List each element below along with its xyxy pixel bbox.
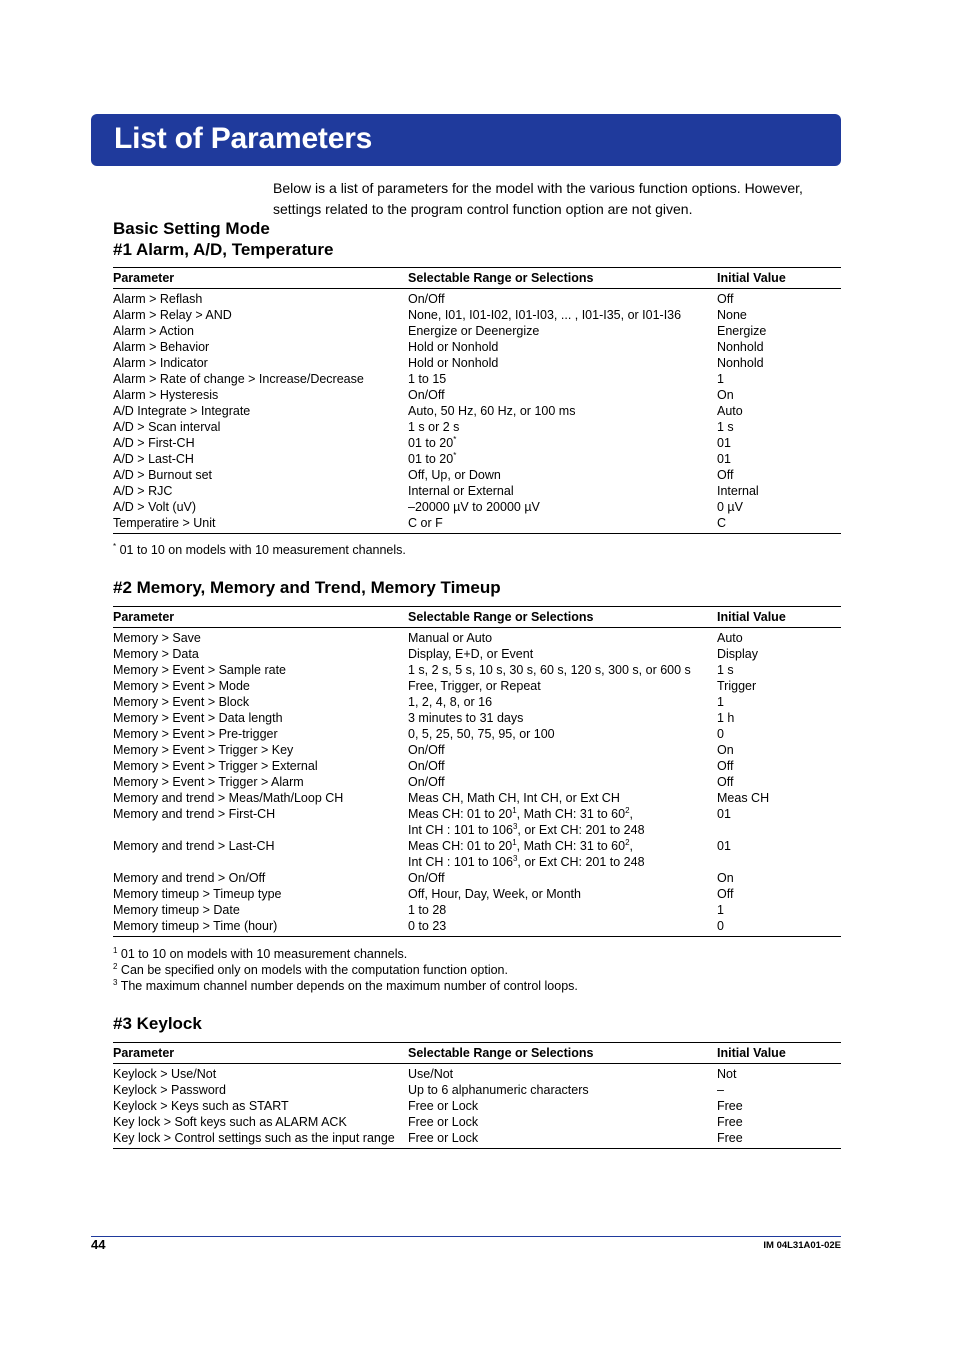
cell-range: None, I01, I01-I02, I01-I03, ... , I01-I35, or I01-I36	[408, 308, 682, 322]
cell-parameter: Keylock > Password	[113, 1083, 226, 1097]
cell-parameter: Memory > Event > Pre-trigger	[113, 727, 278, 741]
col-initial: Initial Value	[717, 268, 841, 289]
cell-parameter: A/D Integrate > Integrate	[113, 404, 251, 418]
table-row	[113, 646, 841, 662]
table-row	[113, 1098, 841, 1114]
section-1-heading: #1 Alarm, A/D, Temperature	[113, 240, 334, 259]
table-row	[113, 774, 841, 790]
cell-initial: Nonhold	[717, 356, 764, 370]
cell-range: Energize or Deenergize	[408, 324, 540, 338]
cell-parameter: Memory and trend > On/Off	[113, 871, 266, 885]
table-row	[113, 870, 841, 886]
cell-initial: Auto	[717, 404, 743, 418]
cell-parameter: A/D > Scan interval	[113, 420, 221, 434]
col-initial: Initial Value	[717, 607, 841, 628]
cell-parameter: Memory and trend > Meas/Math/Loop CH	[113, 791, 344, 805]
table-keylock	[113, 1042, 841, 1149]
cell-parameter: Alarm > Action	[113, 324, 194, 338]
notes-section-2	[113, 946, 578, 994]
cell-initial: Off	[717, 775, 734, 789]
table-row	[113, 371, 841, 387]
table-row	[113, 289, 841, 308]
section-3-heading: #3 Keylock	[113, 1014, 202, 1033]
cell-range: Meas CH, Math CH, Int CH, or Ext CH	[408, 791, 620, 805]
cell-range: Free or Lock	[408, 1131, 479, 1145]
cell-initial: Free	[717, 1099, 743, 1113]
cell-initial: Not	[717, 1067, 737, 1081]
footer-rule	[91, 1236, 841, 1237]
cell-range: Auto, 50 Hz, 60 Hz, or 100 ms	[408, 404, 576, 418]
table-row	[113, 710, 841, 726]
table-row	[113, 838, 841, 870]
table-memory	[113, 606, 841, 937]
table-row	[113, 483, 841, 499]
table-row	[113, 1064, 841, 1083]
table-row	[113, 1130, 841, 1149]
cell-initial: On	[717, 743, 734, 757]
col-parameter: Parameter	[113, 1043, 408, 1064]
cell-initial: –	[717, 1083, 724, 1097]
table-row	[113, 403, 841, 419]
table-row	[113, 726, 841, 742]
cell-initial: 1	[717, 695, 724, 709]
table-alarm-ad-temperature	[113, 267, 841, 534]
notes-section-1	[113, 542, 406, 558]
table-row	[113, 1114, 841, 1130]
cell-initial: Energize	[717, 324, 767, 338]
cell-parameter: Memory and trend > First-CH	[113, 807, 276, 821]
cell-initial: 0	[717, 919, 724, 933]
cell-range: Free or Lock	[408, 1099, 479, 1113]
cell-initial: On	[717, 388, 734, 402]
table-row	[113, 307, 841, 323]
cell-range: 01 to 20*	[408, 434, 457, 450]
table-row	[113, 886, 841, 902]
col-parameter: Parameter	[113, 268, 408, 289]
cell-parameter: Memory > Event > Data length	[113, 711, 283, 725]
cell-parameter: Alarm > Reflash	[113, 292, 203, 306]
cell-initial: Internal	[717, 484, 759, 498]
col-initial: Initial Value	[717, 1043, 841, 1064]
table-row	[113, 451, 841, 467]
table-row	[113, 790, 841, 806]
table-row	[113, 515, 841, 534]
cell-initial: Off	[717, 468, 734, 482]
table-row	[113, 467, 841, 483]
table-row	[113, 628, 841, 647]
cell-range: 1 to 15	[408, 372, 447, 386]
cell-initial: 1 s	[717, 663, 734, 677]
cell-range: 1 s, 2 s, 5 s, 10 s, 30 s, 60 s, 120 s, 300 s, or 600 s	[408, 663, 691, 677]
cell-parameter: Memory timeup > Timeup type	[113, 887, 282, 901]
cell-range: 1, 2, 4, 8, or 16	[408, 695, 493, 709]
cell-range: Manual or Auto	[408, 631, 493, 645]
footnote: $^3$ The maximum channel number depends on the maximum number of control loops.	[113, 977, 578, 993]
cell-range: Hold or Nonhold	[408, 340, 499, 354]
table-row	[113, 435, 841, 451]
cell-parameter: A/D > Burnout set	[113, 468, 213, 482]
cell-parameter: Memory timeup > Time (hour)	[113, 919, 278, 933]
cell-range: Off, Hour, Day, Week, or Month	[408, 887, 581, 901]
cell-range: 3 minutes to 31 days	[408, 711, 524, 725]
table-row	[113, 339, 841, 355]
title-banner	[91, 114, 841, 166]
cell-parameter: Memory > Data	[113, 647, 199, 661]
cell-initial: C	[717, 516, 727, 530]
table-row	[113, 678, 841, 694]
cell-initial: 0 µV	[717, 500, 743, 514]
cell-range: On/Off	[408, 871, 445, 885]
table-row	[113, 323, 841, 339]
cell-initial: 01	[717, 436, 731, 450]
cell-range: 0 to 23	[408, 919, 447, 933]
cell-initial: 01	[717, 452, 731, 466]
table-row	[113, 1082, 841, 1098]
cell-initial: 01	[717, 839, 731, 853]
page-title: List of Parameters	[114, 122, 373, 155]
cell-parameter: Alarm > Hysteresis	[113, 388, 219, 402]
cell-range: Off, Up, or Down	[408, 468, 501, 482]
cell-parameter: Keylock > Use/Not	[113, 1067, 217, 1081]
cell-parameter: Memory > Save	[113, 631, 201, 645]
col-range: Selectable Range or Selections	[408, 268, 717, 289]
footnote: $^2$ Can be specified only on models with the computation function option.	[113, 961, 508, 977]
cell-initial: Auto	[717, 631, 743, 645]
cell-parameter: Alarm > Behavior	[113, 340, 210, 354]
cell-parameter: Key lock > Soft keys such as ALARM ACK	[113, 1115, 347, 1129]
cell-range: Meas CH: 01 to $20^1$, Math CH: 31 to $60^2$, Int CH : 101 to $106^3$, or Ext CH: 201 to 248	[408, 805, 645, 837]
cell-parameter: Memory > Event > Trigger > Key	[113, 743, 294, 757]
cell-range: Display, E+D, or Event	[408, 647, 534, 661]
table-row	[113, 662, 841, 678]
cell-initial: 0	[717, 727, 724, 741]
cell-initial: Meas CH	[717, 791, 770, 805]
cell-parameter: A/D > First-CH	[113, 436, 195, 450]
cell-range: Internal or External	[408, 484, 514, 498]
cell-parameter: Temperatire > Unit	[113, 516, 216, 530]
table-row	[113, 902, 841, 918]
table-row	[113, 918, 841, 937]
cell-initial: 1	[717, 903, 724, 917]
cell-range: Use/Not	[408, 1067, 454, 1081]
cell-range: 01 to 20*	[408, 450, 457, 466]
cell-range: Meas CH: 01 to $20^1$, Math CH: 31 to $60^2$, Int CH : 101 to $106^3$, or Ext CH: 201 to 248	[408, 837, 645, 869]
footnote: $^1$ 01 to 10 on models with 10 measurement channels.	[113, 945, 408, 961]
cell-range: On/Off	[408, 759, 445, 773]
cell-parameter: Memory and trend > Last-CH	[113, 839, 275, 853]
footnote: * 01 to 10 on models with 10 measurement channels.	[113, 541, 406, 557]
page-number: 44	[91, 1237, 106, 1252]
mode-heading-block	[113, 218, 333, 260]
cell-initial: On	[717, 871, 734, 885]
cell-parameter: Alarm > Relay > AND	[113, 308, 232, 322]
cell-parameter: Alarm > Rate of change > Increase/Decrease	[113, 372, 364, 386]
cell-range: On/Off	[408, 743, 445, 757]
table-row	[113, 806, 841, 838]
document-id: IM 04L31A01-02E	[763, 1240, 841, 1251]
cell-range: 1 s or 2 s	[408, 420, 460, 434]
cell-parameter: Memory > Event > Trigger > Alarm	[113, 775, 304, 789]
table-row	[113, 742, 841, 758]
cell-initial: Display	[717, 647, 758, 661]
cell-initial: 01	[717, 807, 731, 821]
cell-range: On/Off	[408, 388, 445, 402]
cell-parameter: Keylock > Keys such as START	[113, 1099, 289, 1113]
cell-range: On/Off	[408, 292, 445, 306]
cell-initial: Nonhold	[717, 340, 764, 354]
cell-range: On/Off	[408, 775, 445, 789]
cell-initial: Off	[717, 292, 734, 306]
cell-range: Free, Trigger, or Repeat	[408, 679, 541, 693]
cell-initial: 1 s	[717, 420, 734, 434]
cell-initial: Trigger	[717, 679, 757, 693]
table-row	[113, 694, 841, 710]
cell-parameter: Memory > Event > Sample rate	[113, 663, 286, 677]
cell-initial: Free	[717, 1131, 743, 1145]
cell-range: Up to 6 alphanumeric characters	[408, 1083, 589, 1097]
col-parameter: Parameter	[113, 607, 408, 628]
table-row	[113, 355, 841, 371]
cell-parameter: A/D > Volt (uV)	[113, 500, 197, 514]
cell-parameter: Memory > Event > Block	[113, 695, 250, 709]
cell-range: –20000 µV to 20000 µV	[408, 500, 540, 514]
cell-parameter: Memory timeup > Date	[113, 903, 240, 917]
cell-parameter: A/D > Last-CH	[113, 452, 194, 466]
intro-paragraph: Below is a list of parameters for the model with the various function options. However, settings related to the program control function option are not given.	[273, 180, 803, 217]
mode-heading: Basic Setting Mode	[113, 219, 270, 238]
cell-initial: Off	[717, 887, 734, 901]
col-range: Selectable Range or Selections	[408, 607, 717, 628]
cell-range: 0, 5, 25, 50, 75, 95, or 100	[408, 727, 555, 741]
cell-parameter: A/D > RJC	[113, 484, 173, 498]
cell-range: 1 to 28	[408, 903, 447, 917]
section-2-heading: #2 Memory, Memory and Trend, Memory Timeup	[113, 578, 501, 597]
cell-initial: Free	[717, 1115, 743, 1129]
cell-parameter: Key lock > Control settings such as the input range	[113, 1131, 395, 1145]
table-row	[113, 499, 841, 515]
cell-range: Hold or Nonhold	[408, 356, 499, 370]
cell-range: Free or Lock	[408, 1115, 479, 1129]
table-row	[113, 758, 841, 774]
cell-initial: 1 h	[717, 711, 735, 725]
cell-parameter: Memory > Event > Trigger > External	[113, 759, 318, 773]
cell-parameter: Memory > Event > Mode	[113, 679, 250, 693]
col-range: Selectable Range or Selections	[408, 1043, 717, 1064]
cell-initial: None	[717, 308, 747, 322]
table-row	[113, 387, 841, 403]
cell-initial: 1	[717, 372, 724, 386]
cell-parameter: Alarm > Indicator	[113, 356, 208, 370]
cell-initial: Off	[717, 759, 734, 773]
table-row	[113, 419, 841, 435]
cell-range: C or F	[408, 516, 443, 530]
